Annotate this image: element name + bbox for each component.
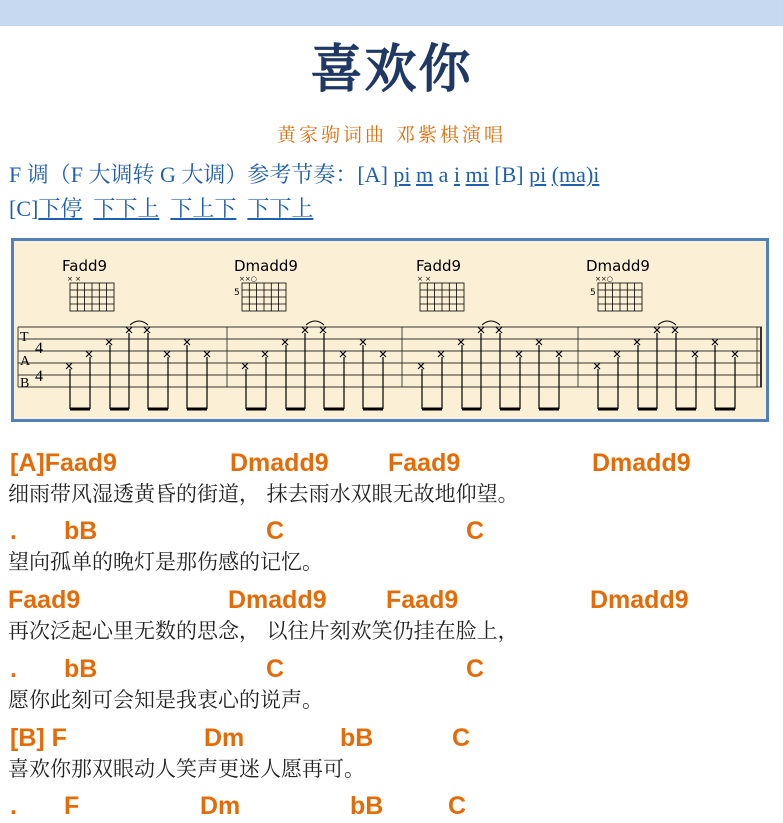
chord: bB [350,792,384,820]
lyric-line-4: 愿你此刻可会知是我衷心的说声。 [8,688,323,712]
chord-row-3 [8,583,783,617]
rhythm-a-label: [A] [357,162,388,187]
chord: bB [64,655,98,683]
song-title: 喜欢你 [310,39,473,100]
chord: C [466,655,485,683]
fret-label-2: 5 [590,288,596,298]
chord: bB [340,724,374,752]
tab-staff [18,327,762,387]
rhythm-a-p5: mi [465,162,489,187]
rhythm-line-2 [9,194,313,224]
time-sig-top: 4 [35,340,43,357]
rhythm-b-p2: (ma)i [551,162,600,187]
rhythm-c-p3: 下上下 [170,196,237,221]
lyric-line-3: 再次泛起心里无数的思念， 以往片刻欢笑仍挂在脸上， [8,619,519,643]
lyric-line-5: 喜欢你那双眼动人笑声更迷人愿再可。 [8,757,365,781]
key-text: F 调（F 大调转 G 大调）参考节奏： [9,162,358,187]
chord: bB [64,517,98,545]
rhythm-c-p4: 下下上 [247,196,314,221]
chord-diagram-4 [590,275,642,311]
lyric-line-1: 细雨带风湿透黄昏的街道， 抹去雨水双眼无故地仰望。 [8,482,519,506]
chord-row-2 [8,514,783,548]
chord: Dm [204,724,245,752]
chord: C [266,655,285,683]
chord-row-6 [8,789,783,823]
svg-text:× ×: × × [417,275,431,283]
chord: Dmadd9 [590,586,689,614]
chord: Faad9 [8,586,81,614]
rhythm-b-p1: pi [529,162,547,187]
rhythm-b-label: [B] [494,162,524,187]
chord: [B] F [10,724,67,752]
rhythm-a-p3: a [438,162,449,187]
tab-letter-a: A [20,354,31,369]
chord: C [266,517,285,545]
rhythm-a-p4: i [453,162,461,187]
chord-diagram-1 [67,275,114,311]
chord: . [10,655,17,683]
tab-letter-t: T [20,330,29,345]
chord: Dmadd9 [230,449,329,477]
lyric-line-2: 望向孤单的晚灯是那伤感的记忆。 [8,550,323,574]
song-credits: 黄家驹词曲 邓紫棋演唱 [276,124,507,146]
tab-chord-1: Fadd9 [62,257,108,275]
chord: F [64,792,80,820]
chord-diagram-2 [234,275,286,311]
svg-text:××○: ××○ [239,275,257,283]
rhythm-a-p2: m [416,162,434,187]
tablature-box [11,238,769,422]
tab-chord-2: Dmadd9 [234,257,298,275]
rhythm-c-label: [C] [9,196,39,221]
chord-diagram-3 [417,275,464,311]
chord-row-1 [8,446,783,480]
chord: Dmadd9 [228,586,327,614]
chord: Dm [200,792,241,820]
chord-row-4 [8,652,783,686]
chord: Faad9 [388,449,461,477]
chord: . [10,792,17,820]
chord: . [10,517,17,545]
chord-row-5 [8,721,783,755]
chord: [A]Faad9 [10,449,117,477]
chord: C [448,792,467,820]
svg-text:× ×: × × [67,275,81,283]
rhythm-a-p1: pi [393,162,411,187]
fret-label-1: 5 [234,288,240,298]
tab-letter-b: B [20,376,30,391]
rhythm-line-1 [9,160,599,190]
svg-text:××○: ××○ [595,275,613,283]
chord: Faad9 [386,586,459,614]
tab-chord-4: Dmadd9 [586,257,650,275]
rhythm-c-p1: 下停 [38,196,83,221]
top-band [0,0,783,26]
tab-chord-3: Fadd9 [416,257,462,275]
chord: C [452,724,471,752]
chord: C [466,517,485,545]
time-sig-bottom: 4 [35,368,43,385]
rhythm-c-p2: 下下上 [93,196,160,221]
chord: Dmadd9 [592,449,691,477]
